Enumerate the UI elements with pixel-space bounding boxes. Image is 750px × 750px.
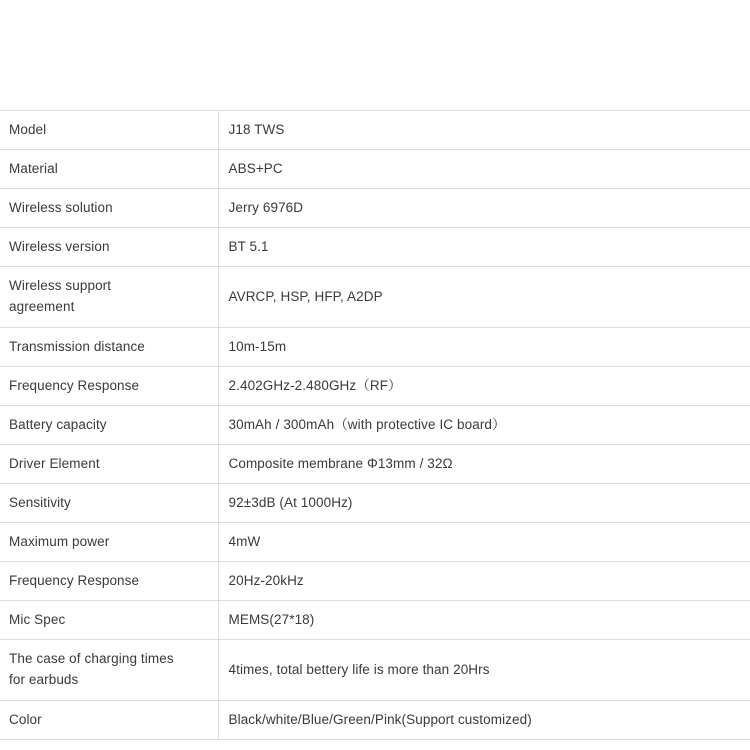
- spec-value: 30mAh / 300mAh（with protective IC board）: [218, 406, 750, 445]
- spec-value: 10m-15m: [218, 328, 750, 367]
- spec-label: [0, 267, 218, 328]
- table-row: [0, 228, 750, 267]
- spec-value: BT 5.1: [218, 228, 750, 267]
- spec-label: Sensitivity: [0, 484, 218, 523]
- spec-label-line1: The case of charging times: [9, 651, 174, 666]
- spec-value: 92±3dB (At 1000Hz): [218, 484, 750, 523]
- table-row: [0, 150, 750, 189]
- spec-value: 4mW: [218, 523, 750, 562]
- spec-table-container: [0, 110, 750, 740]
- spec-label-line2: for earbuds: [9, 672, 79, 687]
- spec-value: MEMS(27*18): [218, 601, 750, 640]
- spec-label: Color: [0, 701, 218, 740]
- spec-value: 2.402GHz-2.480GHz（RF）: [218, 367, 750, 406]
- table-row: [0, 484, 750, 523]
- spec-label: Wireless version: [0, 228, 218, 267]
- table-row: [0, 701, 750, 740]
- table-row: [0, 189, 750, 228]
- spec-value: Black/white/Blue/Green/Pink(Support customized): [218, 701, 750, 740]
- spec-label: Model: [0, 111, 218, 150]
- spec-label: Frequency Response: [0, 562, 218, 601]
- spec-value: 4times, total bettery life is more than 20Hrs: [218, 640, 750, 701]
- table-row: [0, 601, 750, 640]
- spec-label: Transmission distance: [0, 328, 218, 367]
- spec-value: J18 TWS: [218, 111, 750, 150]
- spec-value: ABS+PC: [218, 150, 750, 189]
- table-row: [0, 367, 750, 406]
- table-row: [0, 562, 750, 601]
- spec-value: Composite membrane Φ13mm / 32Ω: [218, 445, 750, 484]
- table-row: [0, 523, 750, 562]
- spec-value: 20Hz-20kHz: [218, 562, 750, 601]
- table-row: [0, 445, 750, 484]
- spec-value: Jerry 6976D: [218, 189, 750, 228]
- product-specification-table: [0, 110, 750, 740]
- spec-label: [0, 640, 218, 701]
- table-row: [0, 267, 750, 328]
- spec-label: Wireless solution: [0, 189, 218, 228]
- spec-value: AVRCP, HSP, HFP, A2DP: [218, 267, 750, 328]
- spec-label: Mic Spec: [0, 601, 218, 640]
- spec-label: Maximum power: [0, 523, 218, 562]
- table-row: [0, 406, 750, 445]
- table-row: [0, 328, 750, 367]
- spec-label: Battery capacity: [0, 406, 218, 445]
- spec-label: Frequency Response: [0, 367, 218, 406]
- table-row: [0, 640, 750, 701]
- spec-label-line2: agreement: [9, 299, 75, 314]
- spec-label-line1: Wireless support: [9, 278, 112, 293]
- spec-label: Driver Element: [0, 445, 218, 484]
- spec-label: Material: [0, 150, 218, 189]
- table-row: [0, 111, 750, 150]
